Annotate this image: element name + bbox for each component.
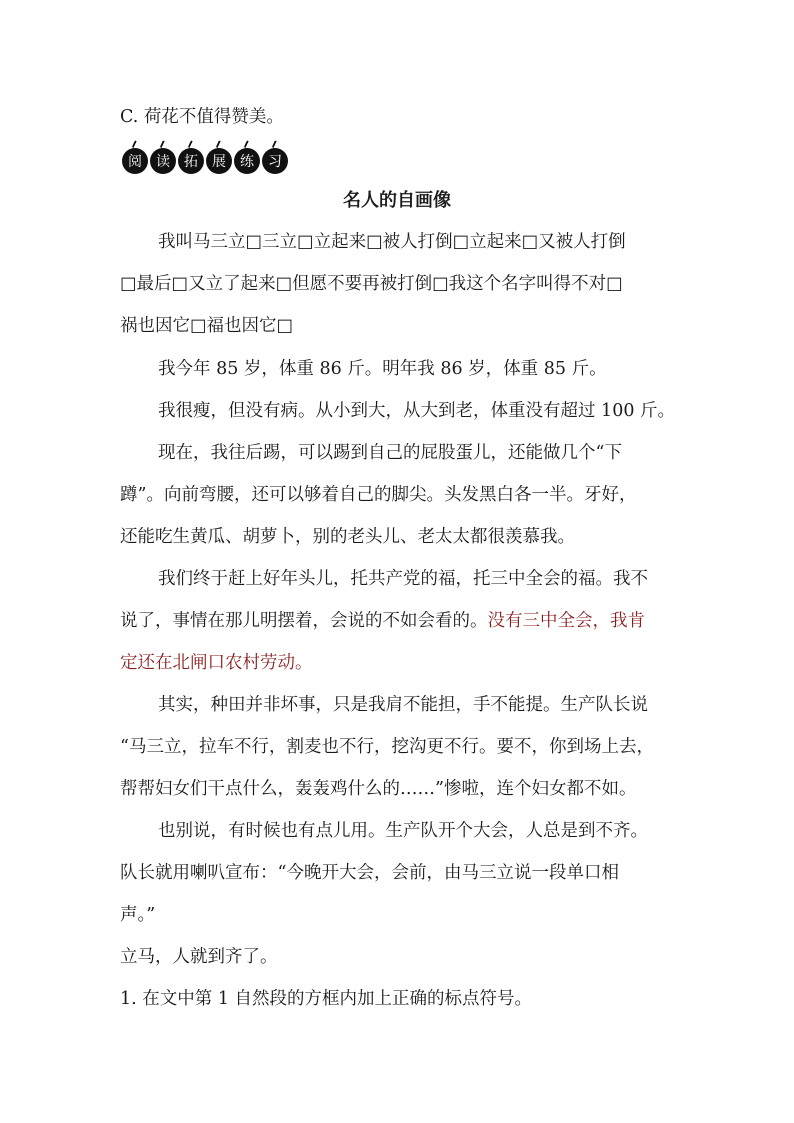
banner-char-2: 读 (150, 148, 176, 174)
banner-char-3: 拓 (178, 148, 204, 174)
paragraph-line: 我叫马三立□三立□立起来□被人打倒□立起来□又被人打倒 (158, 232, 626, 252)
banner-char-4: 展 (206, 148, 232, 174)
banner-char-6: 习 (262, 148, 288, 174)
paragraph-line: 队长就用喇叭宣布：“今晚开大会，会前，由马三立说一段单口相 (120, 863, 619, 883)
paragraph-line: 我们终于赶上好年头儿，托共产党的福，托三中全会的福。我不 (158, 569, 648, 589)
banner-char-5: 练 (234, 148, 260, 174)
paragraph-text: 说了，事情在那儿明摆着，会说的不如会看的。 (120, 611, 488, 631)
paragraph-line: 帮帮妇女们干点什么，轰轰鸡什么的……”惨啦，连个妇女都不如。 (120, 779, 637, 799)
paragraph-line: 也别说，有时候也有点儿用。生产队开个大会，人总是到不齐。 (158, 821, 648, 841)
question-1: 1. 在文中第 1 自然段的方框内加上正确的标点符号。 (120, 989, 533, 1009)
banner-char-1: 阅 (122, 148, 148, 174)
article-title: 名人的自画像 (343, 190, 451, 211)
reading-practice-banner (122, 142, 288, 176)
paragraph-line: 立马，人就到齐了。 (120, 947, 278, 967)
highlighted-sentence-continued: 定还在北闸口农村劳动。 (120, 653, 313, 673)
paragraph-line: “马三立，拉车不行，割麦也不行，挖沟更不行。要不，你到场上去， (120, 737, 654, 757)
paragraph-line: 蹲”。向前弯腰，还可以够着自己的脚尖。头发黑白各一半。牙好， (120, 485, 637, 505)
paragraph-line: 其实，种田并非坏事，只是我肩不能担，手不能提。生产队长说 (158, 695, 648, 715)
paragraph-line: 现在，我往后踢，可以踢到自己的屁股蛋儿，还能做几个“下 (158, 443, 622, 463)
paragraph-line: 祸也因它□福也因它□ (120, 316, 294, 336)
paragraph-line: □最后□又立了起来□但愿不要再被打倒□我这个名字叫得不对□ (120, 274, 623, 294)
highlighted-sentence: 没有三中全会，我肯 (487, 611, 645, 631)
paragraph-line (120, 610, 645, 632)
paragraph-line: 还能吃生黄瓜、胡萝卜，别的老头儿、老太太都很羡慕我。 (120, 527, 575, 547)
option-c: C. 荷花不值得赞美。 (120, 107, 284, 127)
paragraph-line: 我今年 85 岁，体重 86 斤。明年我 86 岁，体重 85 斤。 (158, 359, 607, 379)
paragraph-line: 声。” (120, 905, 156, 925)
paragraph-line: 我很瘦，但没有病。从小到大，从大到老，体重没有超过 100 斤。 (158, 401, 676, 421)
